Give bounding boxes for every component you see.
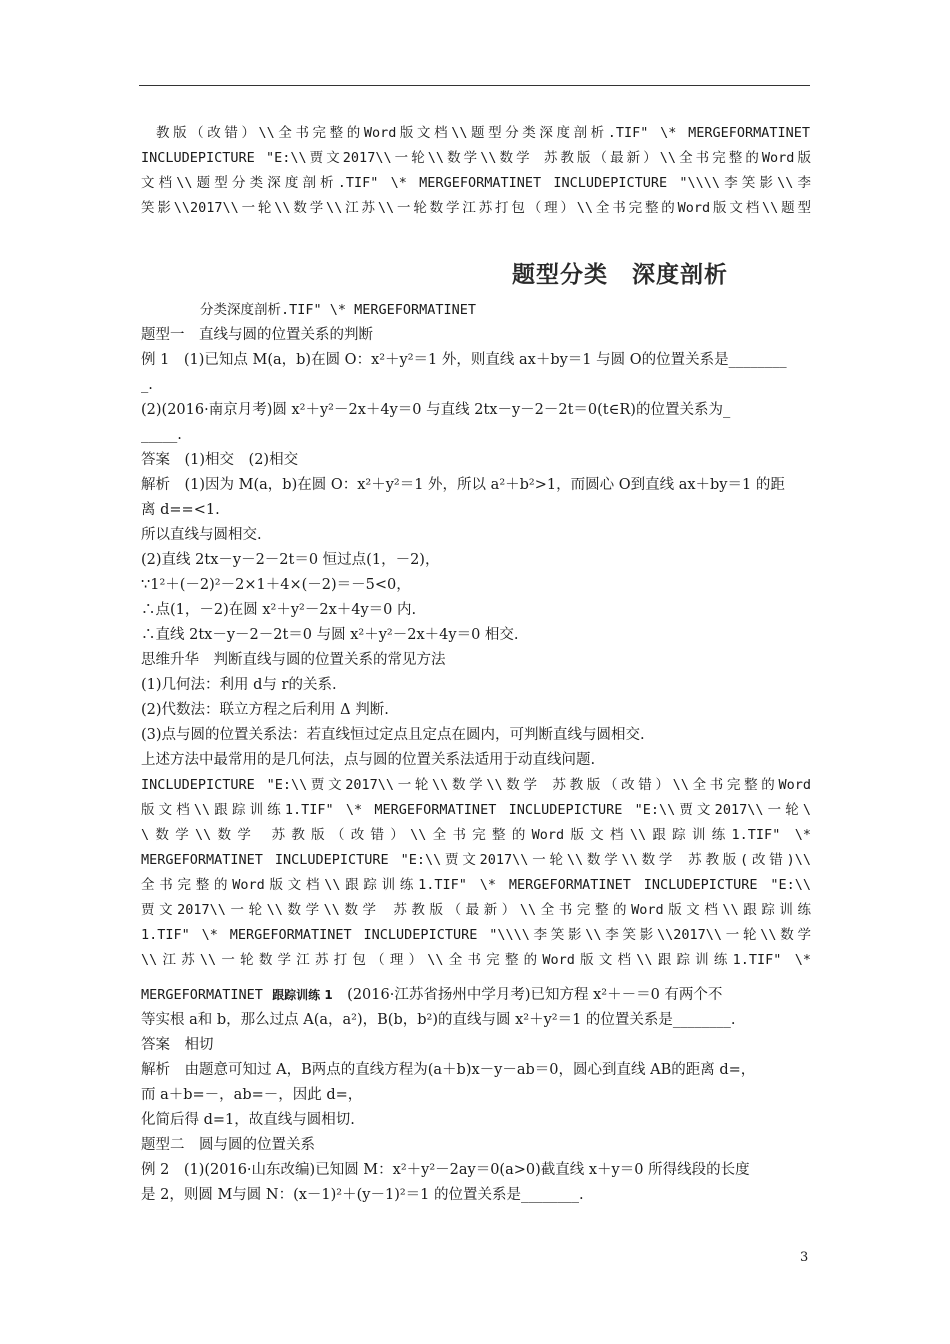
analysis-line: ∵1²＋(－2)²－2×1＋4×(－2)＝－5<0， xyxy=(141,577,411,593)
type-title: 题型一 直线与圆的位置关系的判断 xyxy=(141,327,373,343)
answer-line: 答案 (1)相交 (2)相交 xyxy=(141,452,299,468)
analysis-line: 解析 (1)因为 M(a，b)在圆 O：x²＋y²＝1 外，所以 a²＋b²>1，而圆心 O到直线 ax＋by＝1 的距 xyxy=(141,477,785,493)
field-code-line: 全书完整的Word版文档\\跟踪训练1.TIF" \* MERGEFORMATINET INCLUDEPICTURE "E:\\ xyxy=(141,877,811,893)
header-rule xyxy=(139,85,810,86)
example-question: (2)(2016·南京月考)圆 x²＋y²－2x＋4y＝0 与直线 2tx－y－2－2t＝0(t∈R)的位置关系为_ xyxy=(141,402,731,418)
field-code-line: \\江苏\\一轮数学江苏打包（理）\\全书完整的Word版文档\\跟踪训练1.TIF" \* xyxy=(141,952,811,968)
type-title: 题型二 圆与圆的位置关系 xyxy=(141,1137,315,1153)
analysis-line: 而 a＋b=－，ab=－，因此 d=， xyxy=(141,1087,363,1103)
analysis-line: ∴点(1，－2)在圆 x²＋y²－2x＋4y＝0 内. xyxy=(141,602,417,618)
example-question: 例 1 (1)已知点 M(a，b)在圆 O：x²＋y²＝1 外，则直线 ax＋by＝1 与圆 O的位置关系是________ xyxy=(141,352,787,368)
example-question: 例 2 (1)(2016·山东改编)已知圆 M：x²＋y²－2ay＝0(a>0)截直线 x＋y＝0 所得线段的长度 xyxy=(141,1162,750,1178)
section-heading: 题型分类 深度剖析 xyxy=(512,262,728,288)
analysis-line: 解析 由题意可知过 A，B两点的直线方程为(a＋b)x－y－ab＝0，圆心到直线 AB的距离 d=， xyxy=(141,1062,756,1078)
thinking-item: (3)点与圆的位置关系法：若直线恒过定点且定点在圆内，可判断直线与圆相交. xyxy=(141,727,645,743)
analysis-line: 化简后得 d=1，故直线与圆相切. xyxy=(141,1112,355,1128)
thinking-item: 上述方法中最常用的是几何法，点与圆的位置关系法适用于动直线问题. xyxy=(141,752,596,768)
field-code-line: MERGEFORMATINET INCLUDEPICTURE "E:\\贾文2017\\一轮\\数学\\数学 苏教版(改错)\\ xyxy=(141,852,811,868)
analysis-line: (2)直线 2tx－y－2－2t＝0 恒过点(1，－2)， xyxy=(141,552,440,568)
field-code-line: 笑影\\2017\\一轮\\数学\\江苏\\一轮数学江苏打包（理）\\全书完整的Word版文档\\题型 xyxy=(141,200,811,216)
analysis-line: 所以直线与圆相交. xyxy=(141,527,262,543)
example-question: _____. xyxy=(141,427,182,443)
thinking-item: (1)几何法：利用 d与 r的关系. xyxy=(141,677,337,693)
field-code-line: INCLUDEPICTURE "E:\\贾文2017\\一轮\\数学\\数学 苏教版（最新）\\全书完整的Word版 xyxy=(141,150,811,166)
track-training-badge: 跟踪训练 1 xyxy=(272,988,333,1002)
field-code-line: 1.TIF" \* MERGEFORMATINET INCLUDEPICTURE "\\\\李笑影\\李笑影\\2017\\一轮\\数学 xyxy=(141,927,811,943)
track-training-line xyxy=(141,985,811,1005)
thinking-title: 思维升华 判断直线与圆的位置关系的常见方法 xyxy=(141,652,446,668)
example-question: 是 2，则圆 M与圆 N：(x－1)²＋(y－1)²＝1 的位置关系是________. xyxy=(141,1187,584,1203)
analysis-line: 离 d==<1. xyxy=(141,502,220,518)
answer-line: 答案 相切 xyxy=(141,1037,214,1053)
field-code-line: \数学\\数学 苏教版（改错）\\全书完整的Word版文档\\跟踪训练1.TIF" \* xyxy=(141,827,811,843)
field-code-line: 教版（改错）\\全书完整的Word版文档\\题型分类深度剖析.TIF" \* MERGEFORMATINET xyxy=(156,125,810,141)
field-code-line: 版文档\\跟踪训练1.TIF" \* MERGEFORMATINET INCLUDEPICTURE "E:\\贾文2017\\一轮\ xyxy=(141,802,811,818)
analysis-line: ∴直线 2tx－y－2－2t＝0 与圆 x²＋y²－2x＋4y＝0 相交. xyxy=(141,627,519,643)
thinking-item: (2)代数法：联立方程之后利用 Δ 判断. xyxy=(141,702,389,718)
page-number: 3 xyxy=(800,1250,809,1265)
field-code-line: INCLUDEPICTURE "E:\\贾文2017\\一轮\\数学\\数学 苏教版（改错）\\全书完整的Word xyxy=(141,777,811,793)
field-code-text: MERGEFORMATINET xyxy=(141,987,263,1003)
track-question: 等实根 a和 b，那么过点 A(a，a²)，B(b，b²)的直线与圆 x²＋y²＝1 的位置关系是________. xyxy=(141,1012,736,1028)
field-code-line: 文档\\题型分类深度剖析.TIF" \* MERGEFORMATINET INCLUDEPICTURE "\\\\李笑影\\李 xyxy=(141,175,811,191)
example-question: _. xyxy=(141,377,153,393)
field-code-line: 贾文2017\\一轮\\数学\\数学 苏教版（最新）\\全书完整的Word版文档\\跟踪训练 xyxy=(141,902,811,918)
field-code-line: 分类深度剖析.TIF" \* MERGEFORMATINET xyxy=(200,302,477,318)
track-question: (2016·江苏省扬州中学月考)已知方程 x²＋－＝0 有两个不 xyxy=(332,987,723,1003)
